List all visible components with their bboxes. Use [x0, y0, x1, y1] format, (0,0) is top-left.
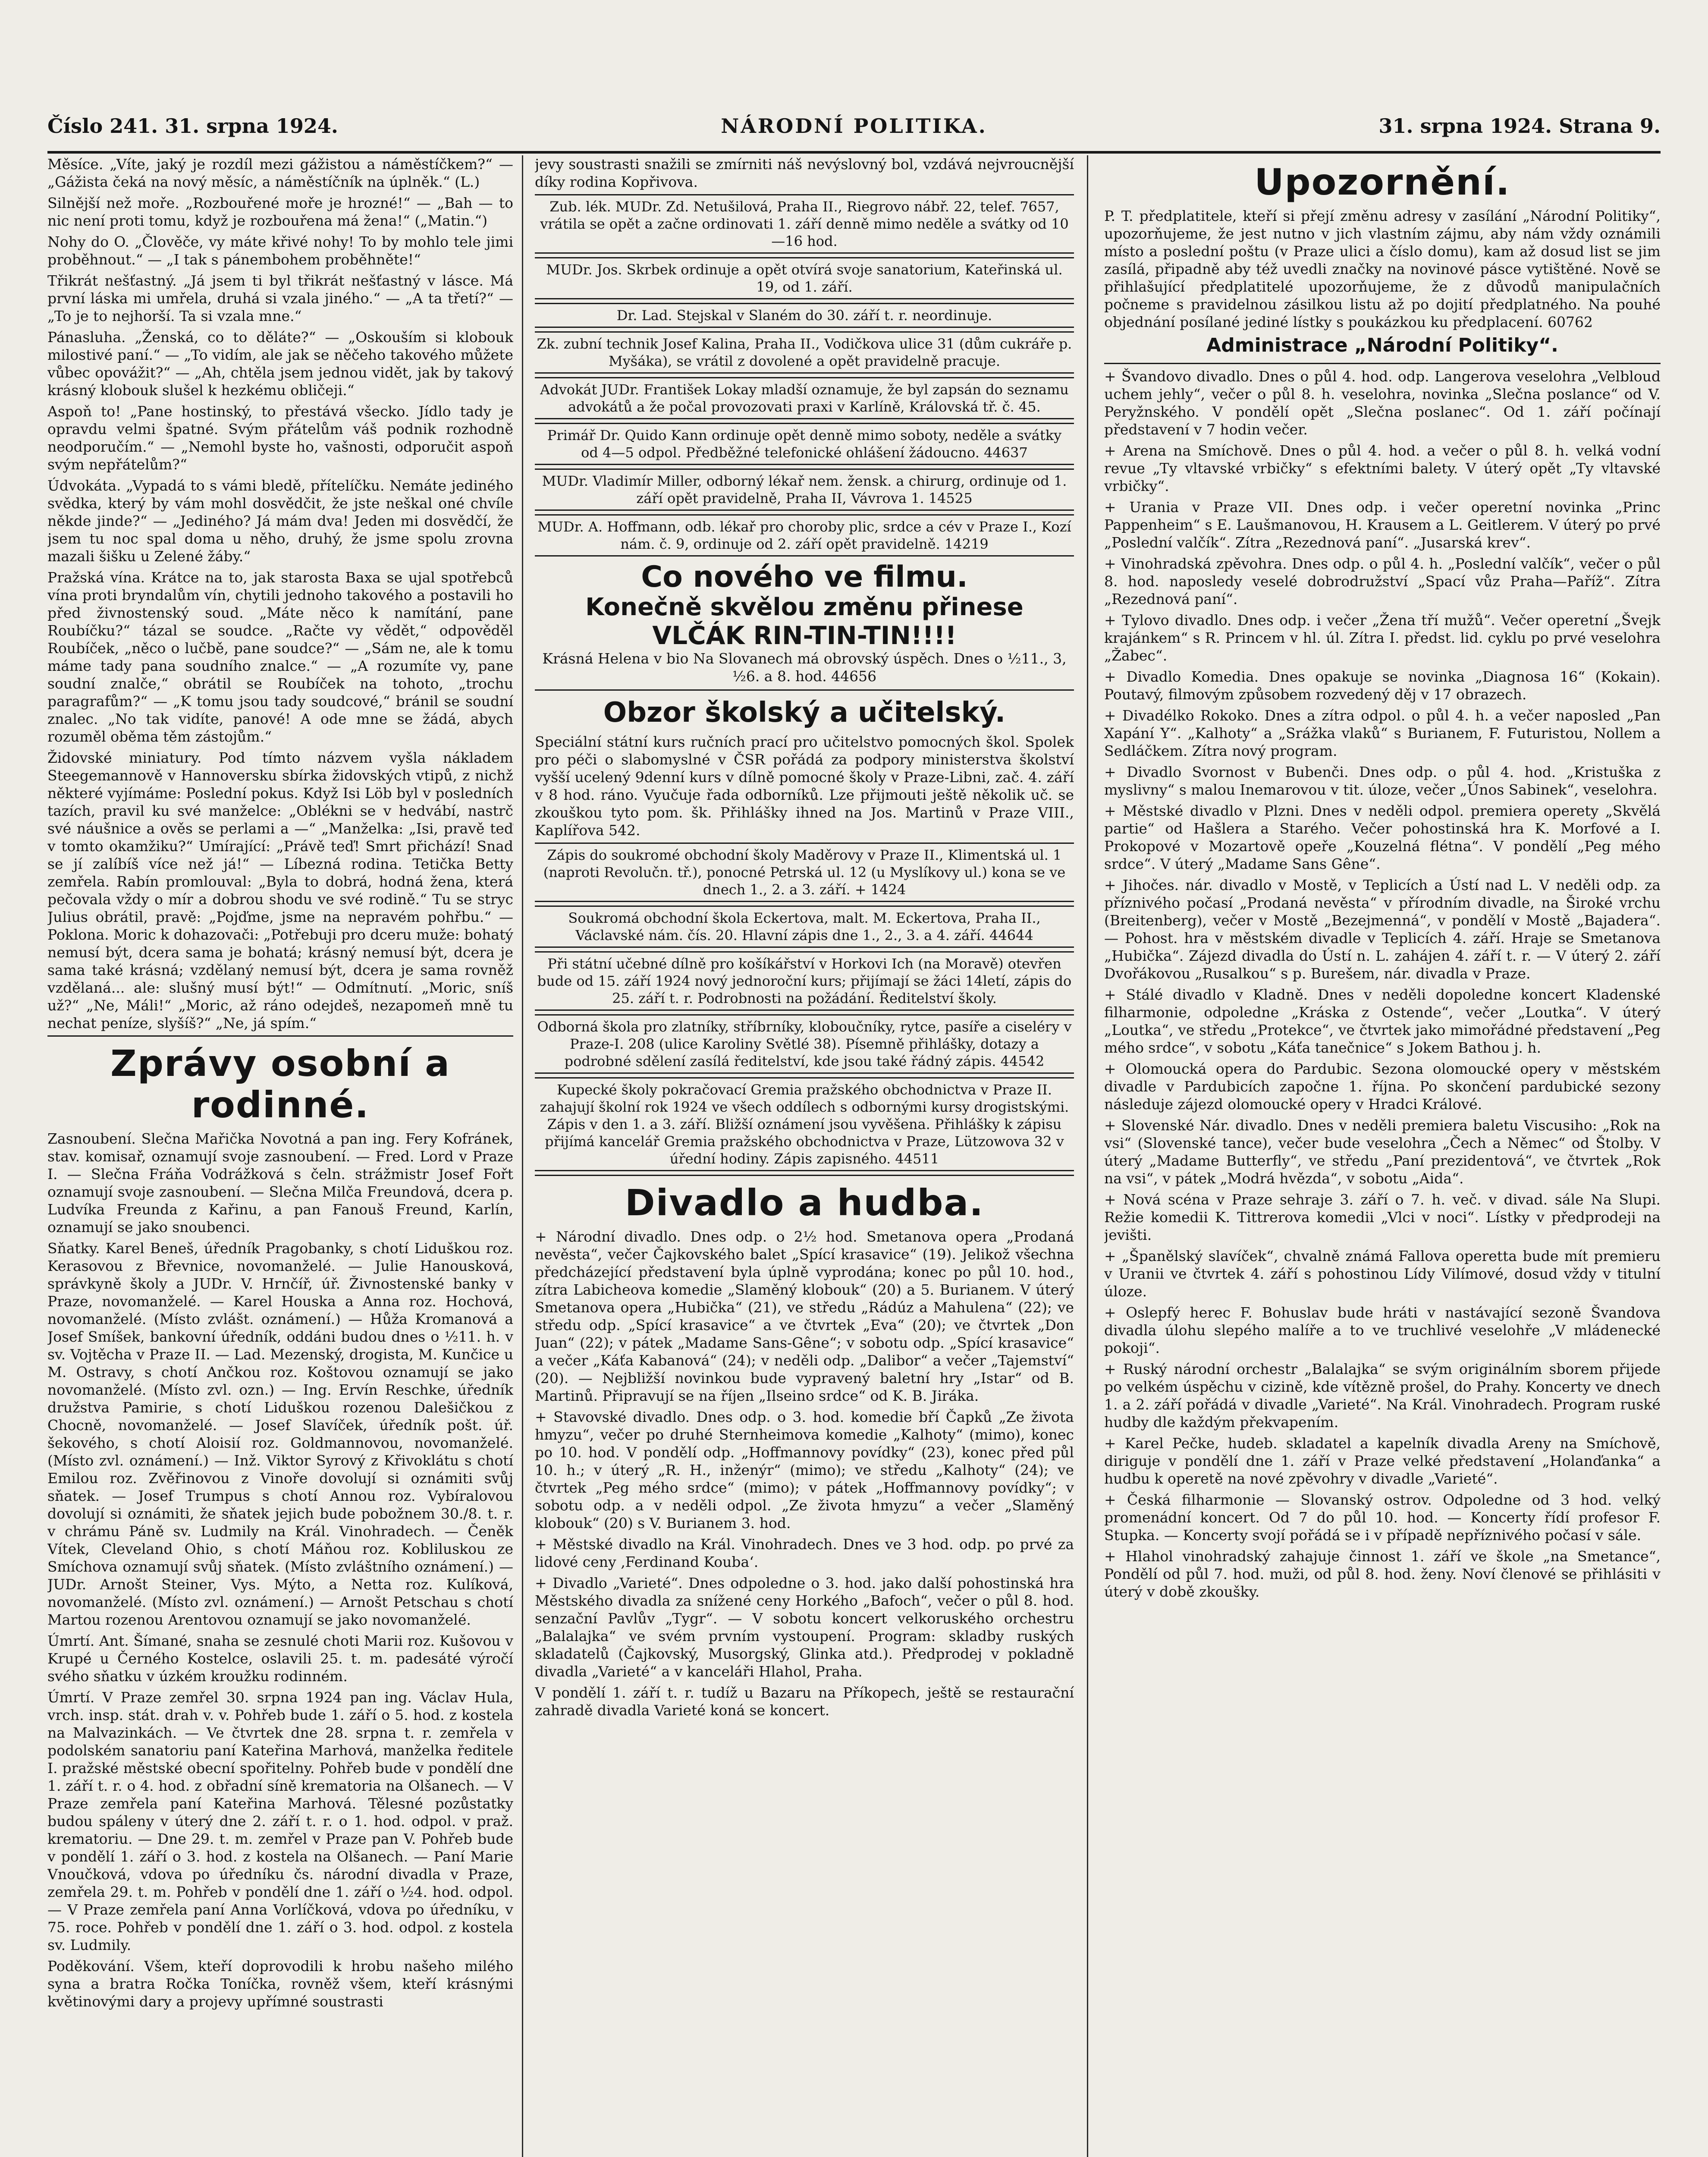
- humor-item: Pánasluha. „Ženská, co to děláte?“ — „Oskouším si klobouk milostivé paní.“ — „To vidím, ale jak se něčeho takového můžete vůbec opovážit?“ — „Ah, chtěla jsem jednou vidět, jak by takový krásný klobouk slušel k hezkému obličeji.“: [47, 329, 513, 399]
- issue-number: Číslo 241. 31. srpna 1924.: [47, 114, 338, 138]
- theatre-item: + Arena na Smíchově. Dnes o půl 4. hod. a večer o půl 8. h. velká vodní revue „Ty vltavské vrbičky“ s efektními balety. V úterý opět „Ty vltavské vrbičky“.: [1104, 442, 1661, 494]
- theatre-item: + Divadlo „Varieté“. Dnes odpoledne o 3. hod. jako další pohostinská hra Městského divadla za snížené ceny Horkého „Bafoch“, večer o půl 8. hod. senzační Pavlův „Tygr“. — V sobotu koncert velkoruského orchestru „Balalajka“ ve svém prvním vystoupení. Program: skladby ruských skladatelů (Čajkovský, Musorgský, Glinka atd.). Předprodej v pokladně divadla „Varieté“ a v kanceláři Hlahol, Praha.: [535, 1575, 1074, 1680]
- theatre-item: + Hlahol vinohradský zahajuje činnost 1. září ve škole „na Smetance“, Pondělí od půl 7. hod. muži, od půl 8. hod. ženy. Noví členové se přihlásiti v úterý v době zkoušky.: [1104, 1548, 1661, 1600]
- news-item: Poděkování. Všem, kteří doprovodili k hrobu našeho milého syna a bratra Ročka Toníčka, rovněž všem, kteří krásnými květinovými dary a projevy upřímné soustrasti: [47, 1958, 513, 2010]
- theatre-item: + Švandovo divadlo. Dnes o půl 4. hod. odp. Langerova veselohra „Velbloud uchem jehly“, večer o půl 8. h. veselohra, novinka „Slečna poslance“ od V. Peryžnského. V pondělí opět „Slečna poslanec“. Od 1. září počínají představení v 7 hodin večer.: [1104, 368, 1661, 438]
- theatre-item: + Ruský národní orchestr „Balalajka“ se svým originálním sborem přijede po velkém úspěchu v cizině, kde vítězně prošel, do Prahy. Koncerty ve dnech 1. a 2. září pořádá v divadle „Varieté“. Na Král. Vinohradech. Program ruské hudby dle každým překvapením.: [1104, 1361, 1661, 1431]
- ad-box: MUDr. Vladimír Miller, odborný lékař nem. žensk. a chirurg, ordinuje od 1. září opět pravidelně, Praha II, Vávrova 1. 14525: [535, 469, 1074, 511]
- humor-item: Údvokáta. „Vypadá to s vámi bledě, přítelíčku. Nemáte jediného svědka, který by vám mohl dosvědčit, že jste neškal oné chvíle někde jinde?“ — „Jediného? Já mám dva! Jeden mi dosvědčí, že jsem tu noc spal doma u něho, druhý, že jsme spolu zrovna mazali šišku u Zelené žáby.“: [47, 477, 513, 565]
- film-line: Krásná Helena v bio Na Slovanech má obrovský úspěch. Dnes o ½11., 3, ½6. a 8. hod. 44656: [542, 650, 1067, 685]
- section-title-zpravy: Zprávy osobní a rodinné.: [110, 1042, 450, 1126]
- film-line: VLČÁK RIN-TIN-TIN!!!!: [652, 621, 957, 650]
- ad-box: Zk. zubní technik Josef Kalina, Praha II., Vodičkova ulice 31 (dům cukráře p. Myšáka), se vrátil z dovolené a opět pravidelně pracuje.: [535, 331, 1074, 374]
- theatre-item: + Česká filharmonie — Slovanský ostrov. Odpoledne od 3 hod. velký promenádní koncert. Od 7 do půl 10. hod. — Koncerty řídí profesor F. Stupka. — Koncerty svojí pořádá se i v případě nepříznivého počasí v sále.: [1104, 1491, 1661, 1544]
- theatre-item: + Nová scéna v Praze sehraje 3. září o 7. h. več. v divad. sále Na Slupi. Režie komedii K. Tittrerova komedii „Vlci v noci“. Lístky v předprodeji na jevišti.: [1104, 1191, 1661, 1243]
- ad-box: MUDr. A. Hoffmann, odb. lékař pro choroby plic, srdce a cév v Praze I., Kozí nám. č. 9, ordinuje od 2. září opět pravidelně. 14219: [535, 514, 1074, 557]
- ad-box: Odborná škola pro zlatníky, stříbrníky, kloboučníky, rytce, pasíře a ciseléry v Praze-I. 208 (ulice Karoliny Světlé 38). Písemně přihlášky, dotazy a podrobné sdělení zasílá ředitelství, kde jsou také řádný zápis. 44542: [535, 1014, 1074, 1074]
- theatre-item: + Oslepfý herec F. Bohuslav bude hráti v nastávající sezoně Švandova divadla úlohu slepého malíře a to ve truchlivé veselohře „V mládenecké pokoji“.: [1104, 1304, 1661, 1356]
- administration-signature: Administrace „Národní Politiky“.: [1206, 334, 1558, 356]
- page-number: 31. srpna 1924. Strana 9.: [1378, 114, 1661, 138]
- ad-box: Advokát JUDr. František Lokay mladší oznamuje, že byl zapsán do seznamu advokátů a že počal provozovati praxi v Karlíně, Královská tř. č. 45.: [535, 377, 1074, 419]
- notice-text: P. T. předplatitele, kteří si přejí změnu adresy v zasílání „Národní Politiky“, upozorňujeme, že jest nutno v jich vlastním zájmu, aby nám vždy oznámili místo a poslední poštu (v Praze ulici a číslo domu), kam až dosud list se jim zasílá, připadně aby též uvedli značky na novinové pásce vytištěné. Nově se přihlašující předplatitelé upozorňujeme, že z důvodů manipulačních počneme s pravidelnou zásilkou listu až po dojití předplatného. Na pouhé objednání posílané jediné lístky s poukázkou ku předplacení. 60762: [1104, 208, 1661, 330]
- theatre-item: + Městské divadlo v Plzni. Dnes v neděli odpol. premiera operety „Skvělá partie“ od Hašlera a Starého. Večer pohostinská hra K. Morfové a I. Prokopové v Mozartově opeře „Kouzelná flétna“. V pondělí „Peg mého srdce“. V úterý „Madame Sans Gêne“.: [1104, 802, 1661, 872]
- theatre-item: + Jihočes. nár. divadlo v Mostě, v Teplicích a Ústí nad L. V neděli odp. za příznivého počasí „Prodaná nevěsta“ v přírodním divadle, na Široké vrchu (Breitenberg), večer v Mostě „Bezejmenná“, v pondělí v Mostě „Bajadera“. — Pohost. hra v městském divadle v Teplicích 4. září. Hraje se Smetanova „Hubička“. Zájezd divadla do Ústí n. L. zahájen 4. září t. r. — V úterý 2. září Dvořákovou „Rusalkou“ s p. Burešem, nár. divadla v Praze.: [1104, 877, 1661, 982]
- column-divider: [522, 155, 523, 2157]
- humor-item: Třikrát nešťastný. „Já jsem ti byl třikrát nešťastný v lásce. Má první láska mi umřela, druhá si vzala jiného.“ — „A ta třetí?“ — „To je to nejhorší. Ta si vzala mne.“: [47, 272, 513, 324]
- section-rule: [535, 1175, 1074, 1176]
- ad-box: Dr. Lad. Stejskal v Slaném do 30. září t. r. neordinuje.: [535, 303, 1074, 328]
- school-item: Speciální státní kurs ručních prací pro učitelstvo pomocných škol. Spolek pro péči o slabomyslné v ČSR pořádá za podpory ministerstva školství vyšší ucelený 9denní kurs v dílně pomocné školy v Praze-Libni, zač. 4. září v 8 hod. ráno. Vyučuje řada odborníků. Lze přijmouti ještě několik uč. se zkouškou tyto pom. šk. Přihlášky ihned na Jos. Martinů v Praze VIII., Kaplířova 542.: [535, 733, 1074, 839]
- theatre-item: + Divadélko Rokoko. Dnes a zítra odpol. o půl 4. h. a večer naposled „Pan Xapání Y“. „Kalhoty“ a „Srážka vlaků“ s Burianem, F. Futuristou, Nollem a Sedláčkem. Zítra nový program.: [1104, 707, 1661, 759]
- humor-item: Nohy do O. „Člověče, vy máte křivé nohy! To by mohlo tele jimi proběhnout.“ — „I tak s pánembohem proběhněte!“: [47, 233, 513, 268]
- theatre-item: + „Španělský slavíček“, chvalně známá Fallova operetta bude mít premieru v Uranii ve čtvrtek 4. září s pohostinou Lídy Vilímové, dosud vždy v titulní úloze.: [1104, 1248, 1661, 1300]
- masthead-rule: [47, 151, 1661, 154]
- section-rule: [47, 1035, 513, 1037]
- newspaper-title: NÁRODNÍ POLITIKA.: [721, 114, 987, 138]
- theatre-item: + Vinohradská zpěvohra. Dnes odp. o půl 4. h. „Poslední valčík“, večer o půl 8. hod. naposledy veselé dobrodružství „Spací vůz Praha—Paříž“. Zítra „Rezednová paní“.: [1104, 555, 1661, 607]
- ad-box: Při státní učebné dílně pro košíkářství v Horkovi Ich (na Moravě) otevřen bude od 15. září 1924 nový jednoroční kurs; přijímají se žáci 14letí, zápis do 25. září t. r. Podrobnosti na požádání. Ředitelství školy.: [535, 951, 1074, 1011]
- theatre-item: + Divadlo Svornost v Bubenči. Dnes odp. o půl 4. hod. „Kristuška z myslivny“ s malou Inemarovou v tit. úloze, večer „Únos Sabinek“, veselohra.: [1104, 764, 1661, 798]
- theatre-item: + Olomoucká opera do Pardubic. Sezona olomoucké opery v městském divadle v Pardubicích započne 1. října. Po skončení pardubické sezony následuje zájezd olomoucké opery v Hradci Králové.: [1104, 1060, 1661, 1113]
- ad-box: MUDr. Jos. Skrbek ordinuje a opět otvírá svoje sanatorium, Kateřinská ul. 19, od 1. září.: [535, 257, 1074, 299]
- film-title: Co nového ve filmu.: [641, 560, 968, 594]
- section-title-skola: Obzor školský a učitelský.: [603, 697, 1006, 729]
- thanks-note: jevy soustrasti snažili se zmírniti náš nevýslovný bol, vzdává nejvroucnější díky rodina Kopřivova.: [535, 156, 1074, 190]
- section-rule: [535, 689, 1074, 691]
- masthead: [47, 114, 1661, 162]
- news-item: Sňatky. Karel Beneš, úředník Pragobanky, s chotí Liduškou roz. Kerasovou z Břevnice, novomanželé. — Julie Hanousková, správkyně školy a JUDr. V. Hrnčíř, úř. Živnostenské banky v Praze, novomanželé. — Karel Houska a Anna roz. Hochová, novomanželé. (Místo zvlášt. oznámení.) — Hůža Kromanová a Josef Smíšek, bankovní úředník, oddáni budou dnes o ½11. h. v sv. Vojtěcha v Praze II. — Lad. Mezenský, drogista, M. Kunčice u M. Ostravy, s chotí Ančkou roz. Koštovou oznamují se jako novomanželé. (Místo zvl. ozn.) — Ing. Ervín Reschke, úředník družstva Pamirie, s chotí Liduškou rozenou Dalešičkou z Chocně, novomanželé. — Josef Slavíček, úředník pošt. úř. šekového, s chotí Aloisií roz. Goldmannovou, novomanželé. (Místo zvl. oznámení.) — Inž. Viktor Syrový z Křivoklátu s chotí Emilou roz. Zvěřinovou z Vinoře dovolují si oznámiti svůj sňatek. — Josef Trumpus s chotí Annou roz. Vybíralovou dovolují si oznámiti, že sňatek jejich bude pobožnem 30./8. t. r. v chrámu Páně sv. Ludmily na Král. Vinohradech. — Čeněk Vítek, Cleveland Ohio, s chotí Máňou roz. Kobliluskou ze Smíchova oznamují svůj sňatek. (Místo zvláštního oznámení.) — JUDr. Arnošt Steiner, Vys. Mýto, a Netta roz. Kulíková, novomanželé. (Místo zvl. oznámení.) — Arnošt Petschau s chotí Martou rozenou Arentovou oznamují se jako novomanželé.: [47, 1240, 513, 1628]
- theatre-item: + Tylovo divadlo. Dnes odp. i večer „Žena tří mužů“. Večer operetní „Švejk krajánkem“ s R. Princem v hl. úl. Zítra I. předst. lid. cyklu po prvé veselohra „Žabec“.: [1104, 612, 1661, 664]
- column-divider: [1087, 155, 1088, 2157]
- ad-box: Zápis do soukromé obchodní školy Maděrovy v Praze II., Klimentská ul. 1 (naproti Revolučn. tř.), ponocné Petrská ul. 12 (u Myslíkovy ul.) kona se ve dnech 1., 2. a 3. září. + 1424: [535, 843, 1074, 902]
- section-title-divadlo: Divadlo a hudba.: [625, 1182, 984, 1224]
- humor-item: Aspoň to! „Pane hostinský, to přestává všecko. Jídlo tady je opravdu velmi špatné. Svým přátelům váš podnik rozhodně neodporučím.“ — „Nemohl byste ho, vašnosti, odporučit aspoň svým nepřátelům?“: [47, 403, 513, 473]
- humor-item: Židovské miniatury. Pod tímto názvem vyšla nákladem Steegemannově v Hannoversku sbírka židovských vtipů, z nichž některé vyjímáme: Poslední pokus. Když Isi Löb byl v posledních tazích, pravil ku své manželce: „Oblékni se v hedvábí, nastrč své náušnice a ověs se perlami a —“ „Manželka: „Isi, pravě teď v tomto okamžiku?“ Umírající: „Právě teď! Smrt přichází! Snad se jí zalíbíš více než já!“ — Líbezná rodina. Tetička Betty zemřela. Rabín promlouval: „Byla to dobrá, hodná žena, která pečovala vždy o mír a dobrou shodu ve své rodině.“ Tu se stryc Julius obrátil, pravě: „Pojďme, jsme na nepravém pohřbu.“ — Poklona. Moric k dohazovači: „Potřebuji pro dceru muže: bohatý nemusí být, dcera sama je bohatá; krásný nemusí být, dcera je sama také krásná; vzdělaný nemusí být, dcera je sama rovněž vzdělaná... ale: slušný musí být!“ — Odmítnutí. „Moric, sníš už?“ „Ne, Máli!“ „Moric, až ráno odejdeš, nezapomeň mně tu nechat peníze, slyšíš?“ „Ne, já spím.“: [47, 749, 513, 1031]
- theatre-item: + Karel Pečke, hudeb. skladatel a kapelník divadla Areny na Smíchově, diriguje v pondělí dne 1. září v Praze velké představení „Holanďanka“ a hudbu k operetě na nové zpěvohry v divadle „Varieté“.: [1104, 1435, 1661, 1487]
- ad-box: Zub. lék. MUDr. Zd. Netušilová, Praha II., Riegrovo nábř. 22, telef. 7657, vrátila se opět a začne ordinovati 1. září denně mimo neděle a svátky od 10—16 hod.: [535, 194, 1074, 254]
- news-item: Úmrtí. V Praze zemřel 30. srpna 1924 pan ing. Václav Hula, vrch. insp. stát. drah v. v. Pohřeb bude 1. září o 5. hod. z kostela na Malvazinkách. — Ve čtvrtek dne 28. srpna t. r. zemřela v podolském sanatoriu paní Kateřina Marhová, manželka ředitele I. pražské městské obecní spořitelny. Pohřeb bude v pondělí dne 1. září t. r. o 4. hod. z obřadní síně krematoria na Olšanech. — V Praze zemřela paní Kateřina Marhová. Tělesné pozůstatky budou spáleny v úterý dne 2. září t. r. o 1. hod. odpol. v praž. krematoriu. — Dne 29. t. m. zemřel v Praze pan V. Pohřeb bude v pondělí 1. září o 3. hod. z kostela na Olšanech. — Paní Marie Vnoučková, vdova po úředníku čs. národní divadla v Praze, zemřela 29. t. m. Pohřeb v pondělí dne 1. září o ½4. hod. odpol. — V Praze zemřela paní Anna Vorlíčková, vdova po úředníku, v 75. roce. Pohřeb v pondělí dne 1. září o 3. hod. odpol. z kostela sv. Ludmily.: [47, 1689, 513, 1953]
- theatre-item: V pondělí 1. září t. r. tudíž u Bazaru na Příkopech, ještě se restaurační zahradě divadla Varieté koná se koncert.: [535, 1684, 1074, 1719]
- humor-item: Pražská vína. Krátce na to, jak starosta Baxa se ujal spotřebců vína proti bryndalům vín, chytili jednoho takového a postavili ho před živnostenský soud. „Máte něco k namítání, pane Roubíčku?“ tázal se soudce. „Račte vy vědět,“ odpověděl Roubíček, „něco o lučbě, pane soudce?“ — „Sám ne, ale k tomu máme tady pana soudního znalce.“ — „A rozumíte vy, pane soudní znalče,“ obrátil se Roubíček na tohoto, „trochu paragrafům?“ — „K tomu jsou tady soudcové,“ bránil se soudní znalec. „No tak vidíte, panové! A ode mne se žádá, abych rozuměl oběma těm zástojům.“: [47, 569, 513, 745]
- film-line: Konečně skvělou změnu přinese: [585, 593, 1024, 621]
- theatre-item: + Stálé divadlo v Kladně. Dnes v neděli dopoledne koncert Kladenské filharmonie, odpoledne „Kráska z Ostende“, večer „Loutka“. V úterý „Loutka“, ve středu „Protekce“, ve čtvrtek jako mimořádné představení „Peg mého srdce“, v sobotu „Káťa tanečnice“ s Jokem Bathou j. h.: [1104, 986, 1661, 1056]
- theatre-item: + Městské divadlo na Král. Vinohradech. Dnes ve 3 hod. odp. po prvé za lidové ceny ‚Ferdinand Kouba‘.: [535, 1536, 1074, 1570]
- news-item: Úmrtí. Ant. Šímané, snaha se zesnulé choti Marii roz. Kušovou v Krupé u Černého Kostelce, oslavili 25. t. m. padesáté výročí svého sňatku v úzkém kroužku rodinném.: [47, 1632, 513, 1685]
- ad-box: Kupecké školy pokračovací Gremia pražského obchodnictva v Praze II. zahajují školní rok 1924 ve všech oddílech s odbornými kursy drogistskými. Zápis v den 1. a 3. září. Bližší oznámení jsou vyvěšena. Přihlášky k zápisu přijímá kancelář Gremia pražského obchodnictva v Praze, Lützowova 32 v úřední hodiny. Zápis zapisného. 44511: [535, 1077, 1074, 1171]
- ad-box: Soukromá obchodní škola Eckertova, malt. M. Eckertova, Praha II., Václavské nám. čís. 20. Hlavní zápis dne 1., 2., 3. a 4. září. 44644: [535, 906, 1074, 948]
- column-right: [1104, 155, 1661, 2157]
- theatre-item: + Stavovské divadlo. Dnes odp. o 3. hod. komedie bří Čapků „Ze života hmyzu“, večer po druhé Sternheimova komedie „Kalhoty“ (mimo), konec po 10. hod. V pondělí odp. „Hoffmannovy povídky“ (23), konec před půl 10. h.; v úterý „R. H., inženýr“ (mimo); ve středu „Kalhoty“ (24); ve čtvrtek „Peg mého srdce“ (mimo); v pátek „Hoffmannovy povídky“; v sobotu odp. a v neděli odpol. „Ze života hmyzu“ a večer „Slaměný klobouk“ (20) s V. Burianem 3. hod.: [535, 1409, 1074, 1531]
- news-item: Zasnoubení. Slečna Mařička Novotná a pan ing. Fery Kofránek, stav. komisař, oznamují svoje zasnoubení. — Fred. Lord v Praze I. — Slečna Fráňa Vodrážková s čeln. strážmistr Josef Fořt oznamují svoje zasnoubení. — Slečna Milča Freundová, dcera p. Ludvíka Freunda z Kařinu, a pan Fanouš Freund, Karlín, oznamují se jako snoubenci.: [47, 1130, 513, 1236]
- humor-item: Měsíce. „Víte, jaký je rozdíl mezi gážistou a náměstíčkem?“ — „Gážista čeká na nový měsíc, a náměstíčník na úplněk.“ (L.): [47, 156, 513, 190]
- theatre-item: + Divadlo Komedia. Dnes opakuje se novinka „Diagnosa 16“ (Kokain). Poutavý, filmovým způsobem rozvedený děj v 17 obrazech.: [1104, 668, 1661, 703]
- section-rule: [1104, 363, 1661, 364]
- ad-box: Primář Dr. Quido Kann ordinuje opět denně mimo soboty, neděle a svátky od 4—5 odpol. Předběžné telefonické ohlášení žádoucno. 44637: [535, 423, 1074, 465]
- section-title-upozorneni: Upozornění.: [1254, 161, 1510, 203]
- column-left: [47, 155, 513, 2157]
- theatre-item: + Urania v Praze VII. Dnes odp. i večer operetní novinka „Princ Pappenheim“ s E. Laušmanovou, H. Krausem a L. Geitlerem. V úterý po prvé „Poslední valčík“. Zítra „Rezednová paní“. „Jusarská krev“.: [1104, 499, 1661, 551]
- film-banner: [535, 561, 1074, 685]
- theatre-item: + Národní divadlo. Dnes odp. o 2½ hod. Smetanova opera „Prodaná nevěsta“, večer Čajkovského balet „Spící krasavice“ (19). Jelikož všechna předcházející představení byla úplně vyprodána; konec po půl 10. hod., zítra Labicheova komedie „Slaměný klobouk“ (20) a 5. Burianem. V úterý Smetanova opera „Hubička“ (21), ve středu „Rádúz a Mahulena“ (22); ve středu odp. „Spící krasavice“ a ve čtvrtek „Eva“ (20); ve čtvrtek „Don Juan“ (22); v pátek „Madame Sans-Gêne“; v sobotu odp. „Spící krasavice“ a večer „Káťa Kabanová“ (24); v neděli odp. „Dalibor“ a večer „Tajemství“ (20). — Nejbližší novinkou bude vypravený baletní hry „Istar“ od B. Martinů. Připravují se na říjen „Ilseino srdce“ od K. B. Jiráka.: [535, 1228, 1074, 1404]
- theatre-item: + Slovenské Nár. divadlo. Dnes v neděli premiera baletu Viscusiho: „Rok na vsi“ (Slovenské tance), večer bude veselohra „Čech a Němec“ od Štolby. V úterý „Madame Butterfly“, ve středu „Paní prezidentová“, ve čtvrtek „Rok na vsi“, v pátek „Modrá hvězda“, v sobotu „Aida“.: [1104, 1117, 1661, 1187]
- humor-item: Silnější než moře. „Rozbouřené moře je hrozné!“ — „Bah — to nic není proti tomu, když je rozbouřena má žena!“ („Matin.“): [47, 195, 513, 229]
- column-middle: [535, 155, 1074, 2157]
